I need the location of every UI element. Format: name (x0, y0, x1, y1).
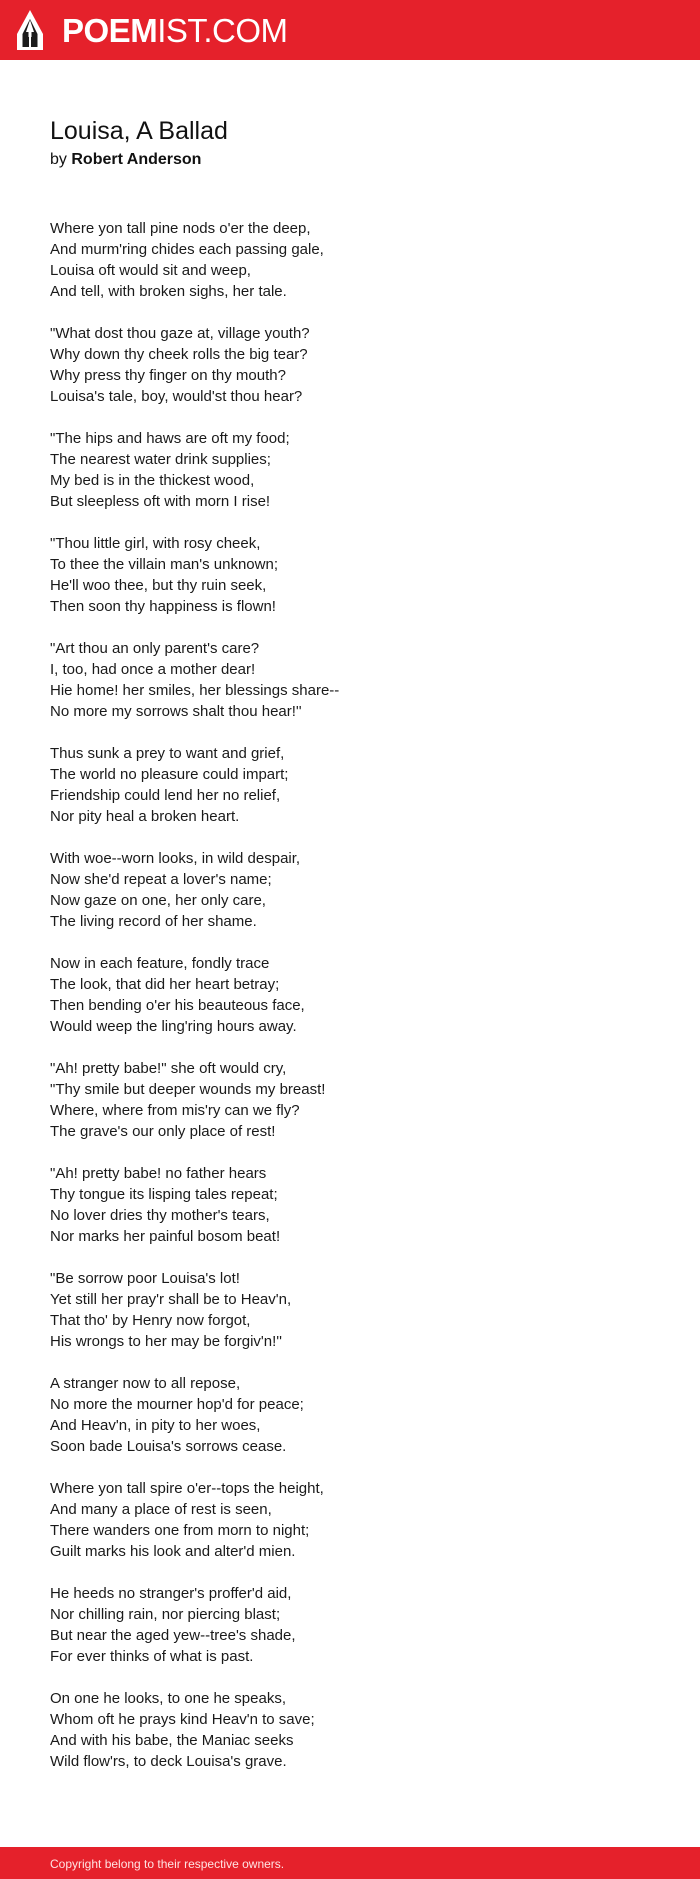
poem-line: But sleepless oft with morn I rise! (50, 493, 271, 510)
stanza (50, 1478, 650, 1562)
poem-line: Yet still her pray'r shall be to Heav'n, (50, 1291, 292, 1308)
site-footer (0, 1847, 700, 1879)
stanza (50, 533, 650, 617)
poem-line: Where yon tall spire o'er--tops the height, (50, 1480, 324, 1497)
poem-line: "Thy smile but deeper wounds my breast! (50, 1081, 326, 1098)
stanza (50, 218, 650, 302)
stanza (50, 1268, 650, 1352)
poem-line: And murm'ring chides each passing gale, (50, 241, 324, 258)
poem-line: Now in each feature, fondly trace (50, 955, 270, 972)
poem-title: Louisa, A Ballad (50, 117, 228, 145)
poem-line: No more the mourner hop'd for peace; (50, 1396, 304, 1413)
poem-line: The look, that did her heart betray; (50, 976, 280, 993)
poem-line: "Be sorrow poor Louisa's lot! (50, 1270, 240, 1287)
poem-line: And many a place of rest is seen, (50, 1501, 272, 1518)
poem-line: And Heav'n, in pity to her woes, (50, 1417, 261, 1434)
poem-line: Thy tongue its lisping tales repeat; (50, 1186, 278, 1203)
stanza (50, 428, 650, 512)
poem-line: "The hips and haws are oft my food; (50, 430, 290, 447)
stanza (50, 638, 650, 722)
poem-line: Nor chilling rain, nor piercing blast; (50, 1606, 281, 1623)
stanza (50, 1688, 650, 1772)
poem-line: To thee the villain man's unknown; (50, 556, 278, 573)
poem-line: That tho' by Henry now forgot, (50, 1312, 251, 1329)
poem-line: Wild flow'rs, to deck Louisa's grave. (50, 1753, 287, 1770)
site-header (0, 0, 700, 60)
poem-line: For ever thinks of what is past. (50, 1648, 254, 1665)
poem-line: Nor marks her painful bosom beat! (50, 1228, 281, 1245)
stanza (50, 953, 650, 1037)
byline-label: by (50, 151, 67, 168)
stanza (50, 848, 650, 932)
poem-line: And tell, with broken sighs, her tale. (50, 283, 287, 300)
stanza (50, 323, 650, 407)
poem-line: Louisa's tale, boy, would'st thou hear? (50, 388, 303, 405)
poem-line: He'll woo thee, but thy ruin seek, (50, 577, 267, 594)
copyright-notice: Copyright belong to their respective owners. (50, 1857, 285, 1871)
poem-line: And with his babe, the Maniac seeks (50, 1732, 294, 1749)
poem-line: There wanders one from morn to night; (50, 1522, 310, 1539)
poem-content (50, 114, 650, 1793)
poem-byline (50, 149, 650, 171)
poem-line: No lover dries thy mother's tears, (50, 1207, 270, 1224)
poem-line: Where, where from mis'ry can we fly? (50, 1102, 300, 1119)
poem-line: Where yon tall pine nods o'er the deep, (50, 220, 311, 237)
poem-line: "What dost thou gaze at, village youth? (50, 325, 310, 342)
poem-line: Why press thy finger on thy mouth? (50, 367, 286, 384)
poem-line: The world no pleasure could impart; (50, 766, 289, 783)
poem-line: Hie home! her smiles, her blessings share-- (50, 682, 340, 699)
poem-line: His wrongs to her may be forgiv'n!'' (50, 1333, 283, 1350)
poem-line: "Art thou an only parent's care? (50, 640, 260, 657)
poem-line: With woe--worn looks, in wild despair, (50, 850, 301, 867)
poem-line: Friendship could lend her no relief, (50, 787, 281, 804)
poem-line: "Thou little girl, with rosy cheek, (50, 535, 261, 552)
poem-line: A stranger now to all repose, (50, 1375, 241, 1392)
stanza (50, 1373, 650, 1457)
poem-line: On one he looks, to one he speaks, (50, 1690, 286, 1707)
poem-line: Thus sunk a prey to want and grief, (50, 745, 285, 762)
logo-wordmark-light: IST.COM (157, 12, 288, 49)
poem-line: Then bending o'er his beauteous face, (50, 997, 305, 1014)
poem-body (50, 218, 650, 1772)
logo-wordmark (62, 10, 288, 52)
stanza (50, 743, 650, 827)
stanza (50, 1583, 650, 1667)
poem-line: He heeds no stranger's proffer'd aid, (50, 1585, 292, 1602)
poem-line: Now she'd repeat a lover's name; (50, 871, 272, 888)
poem-line: I, too, had once a mother dear! (50, 661, 256, 678)
poem-line: Whom oft he prays kind Heav'n to save; (50, 1711, 315, 1728)
site-logo[interactable] (16, 10, 288, 52)
poem-line: My bed is in the thickest wood, (50, 472, 255, 489)
poem-line: Would weep the ling'ring hours away. (50, 1018, 297, 1035)
stanza (50, 1163, 650, 1247)
poem-author[interactable]: Robert Anderson (71, 151, 202, 168)
stanza (50, 1058, 650, 1142)
pen-nib-icon (16, 10, 44, 52)
poem-line: But near the aged yew--tree's shade, (50, 1627, 296, 1644)
poem-line: Louisa oft would sit and weep, (50, 262, 251, 279)
poem-line: Nor pity heal a broken heart. (50, 808, 240, 825)
poem-line: The nearest water drink supplies; (50, 451, 271, 468)
poem-line: No more my sorrows shalt thou hear!'' (50, 703, 302, 720)
logo-wordmark-strong: POEM (62, 12, 158, 49)
poem-line: Then soon thy happiness is flown! (50, 598, 276, 615)
poem-line: "Ah! pretty babe!" she oft would cry, (50, 1060, 287, 1077)
poem-line: Why down thy cheek rolls the big tear? (50, 346, 308, 363)
poem-line: "Ah! pretty babe! no father hears (50, 1165, 267, 1182)
poem-line: Soon bade Louisa's sorrows cease. (50, 1438, 287, 1455)
poem-line: The grave's our only place of rest! (50, 1123, 276, 1140)
poem-line: Now gaze on one, her only care, (50, 892, 266, 909)
poem-line: Guilt marks his look and alter'd mien. (50, 1543, 296, 1560)
poem-line: The living record of her shame. (50, 913, 257, 930)
